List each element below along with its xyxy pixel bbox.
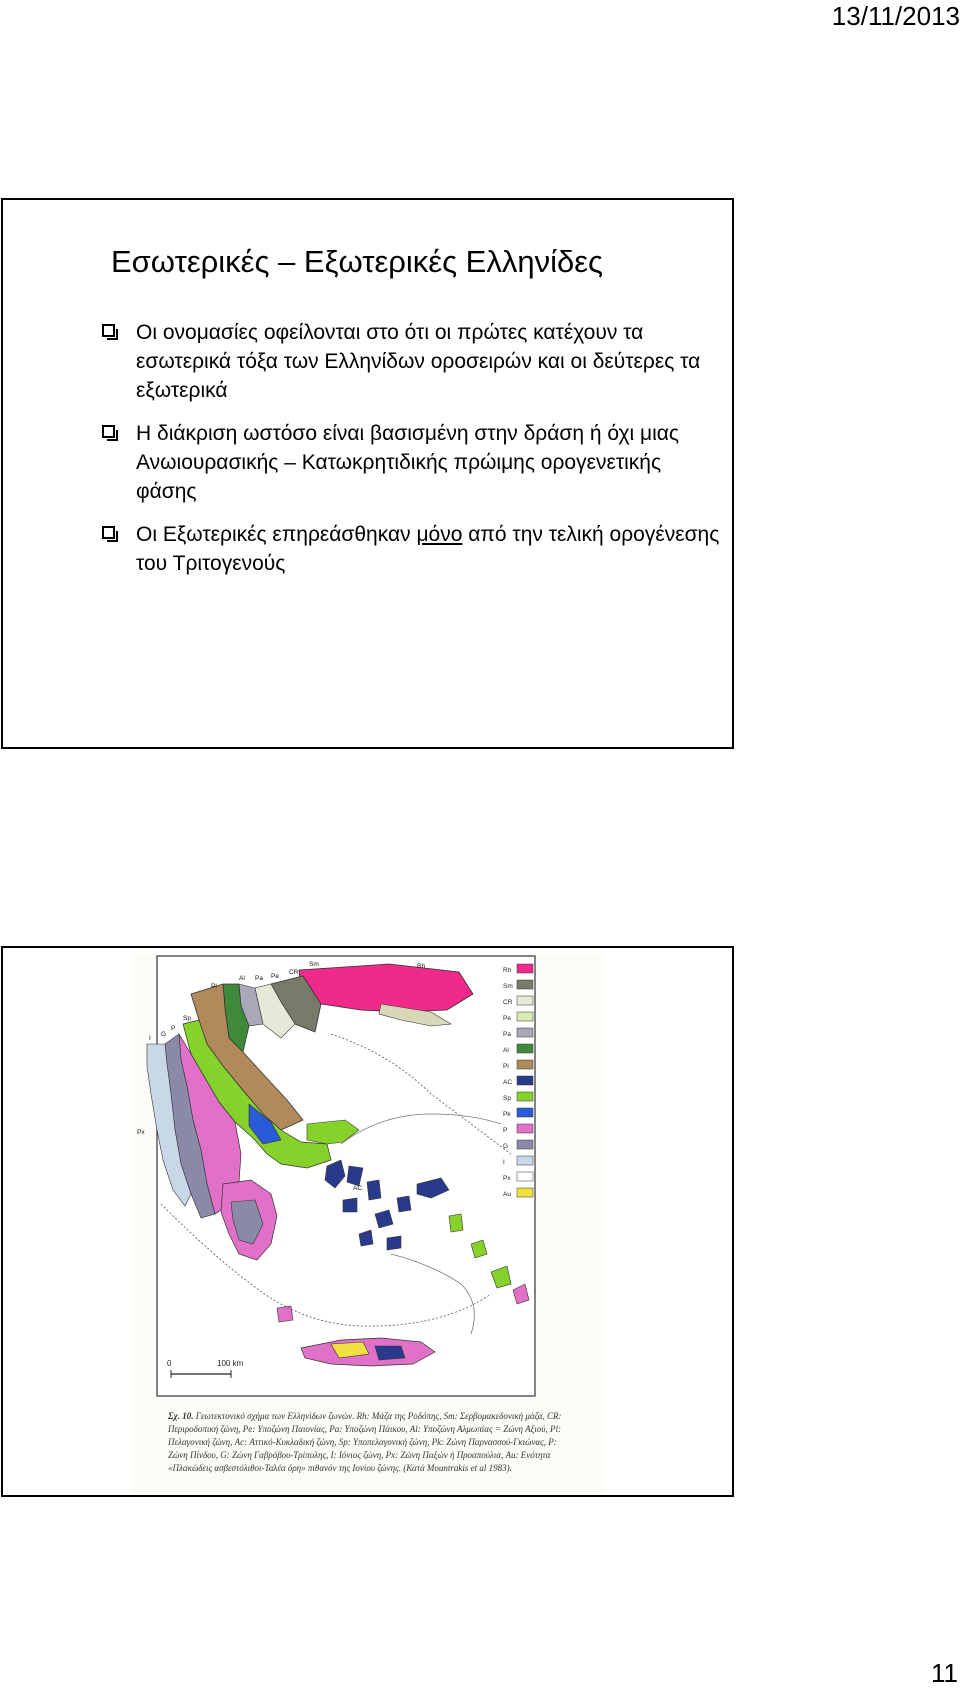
bullet-list (102, 318, 722, 592)
legend-label: AC (503, 1079, 513, 1086)
list-item (102, 520, 722, 578)
legend-label: Al (503, 1047, 509, 1054)
legend-label: Au (503, 1191, 511, 1198)
map-zone-label: CR (289, 969, 299, 976)
slide-text (1, 198, 734, 749)
scale-zero-label: 0 (167, 1359, 172, 1368)
header-date: 13/11/2013 (831, 1, 960, 31)
legend-label: Pe (503, 1015, 511, 1022)
map-zone-label: Pa (255, 975, 263, 982)
legend-label: Pk (503, 1111, 511, 1118)
checkbox-bullet-icon (102, 425, 115, 438)
map-zone-label: Pe (271, 973, 279, 980)
map-zone-label: AC (353, 1185, 363, 1192)
page-number: 11 (931, 1658, 958, 1688)
legend-label: Pl (503, 1063, 509, 1070)
map-zone-label: Sm (309, 961, 319, 968)
map-zone-label: Pl (211, 983, 217, 990)
bullet-text: Οι ονομασίες οφείλονται στο ότι οι πρώτες κατέχουν τα εσωτερικά τόξα των Ελληνίδων οροσειρών και οι δεύτερες τα εξωτερικά (136, 321, 701, 402)
caption-label: Σχ. 10. (168, 1411, 194, 1421)
list-item (102, 318, 722, 405)
scale-distance-label: 100 km (217, 1359, 244, 1368)
legend-label: Sp (503, 1095, 511, 1102)
map-zone-label: G (161, 1031, 167, 1038)
checkbox-bullet-icon (102, 324, 115, 337)
legend-label: CR (503, 999, 513, 1006)
legend-label: Pa (503, 1031, 511, 1038)
map-zone-label: Sp (183, 1015, 191, 1022)
slide-map (1, 946, 734, 1497)
legend-label: Sm (503, 983, 513, 990)
legend-label: I (503, 1159, 505, 1166)
legend-label: Rh (503, 967, 512, 974)
bullet-text-after: από την τελική ορογένεσης του Τριτογενούς (136, 523, 720, 575)
bullet-text: Η διάκριση ωστόσο είναι βασισμένη στην δράση ή όχι μιας Ανωιουρασικής – Κατωκρητιδικής πρώιμης ορογενετικής φάσης (136, 422, 680, 503)
map-zone-label: Px (137, 1129, 145, 1136)
map-zone-label: Rh (417, 963, 426, 970)
map-zone-label: I (149, 1035, 151, 1042)
legend-label: Px (503, 1175, 511, 1182)
map-zone-label: P (171, 1025, 176, 1032)
slide-title: Εσωτερικές – Εξωτερικές Ελληνίδες (111, 244, 603, 279)
legend-label: P (503, 1127, 508, 1134)
list-item (102, 419, 722, 506)
bullet-text-emphasis: μόνο (416, 523, 463, 546)
caption-text: Γεωτεκτονικό σχήμα των Ελληνίδων ζωνών. Rh: Μάζα της Ροδόπης, Sm: Σερβομακεδονική μάζα, CR: Περιροδοπική ζώνη, Pe: Υποζώνη Παιονίας, Pa: Υποζώνη Πάικου, Al: Υποζώνη Αλμωπίας = Ζώνη Αξιού, Pl: Πελαγονική ζώνη, Ac: Αττικό-Κυκλαδική ζώνη, Sp: Υποπελαγονική ζώνη, Pk: Ζώνη Παρνασσού-Γκιώνας, P: Ζώνη Πίνδου, G: Ζώνη Γαβρόβου-Τρίπολης, I: Ιόνιος ζώνη, Px: Ζώνη Παξών ή Προαπούλια, Au: Ενότητα «Πλακώδεις ασβεστόλιθοι-Ταλέα όρη» πιθανόν της Ιονίου ζώνης. (Κατά Mountrakis et al 1983). (168, 1411, 562, 1473)
map-zone-label: Al (239, 975, 245, 982)
legend-label: G (503, 1143, 509, 1150)
bullet-text-before: Οι Εξωτερικές επηρεάσθηκαν (136, 523, 417, 546)
checkbox-bullet-icon (102, 526, 115, 539)
map-caption (168, 1410, 578, 1475)
